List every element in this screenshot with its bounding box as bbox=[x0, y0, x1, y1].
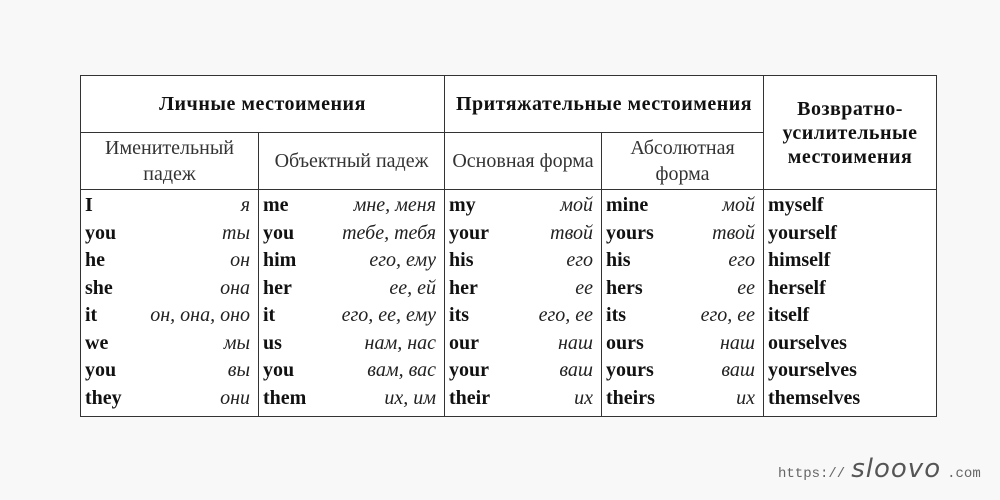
english-pronoun: his bbox=[449, 249, 474, 271]
pronoun-row bbox=[445, 220, 601, 248]
russian-translation: мы bbox=[223, 331, 250, 354]
russian-translation: тебе, тебя bbox=[342, 221, 437, 244]
header-possessive: Притяжательные местоимения bbox=[445, 76, 764, 133]
english-pronoun: theirs bbox=[606, 386, 655, 409]
column-objective bbox=[259, 190, 445, 417]
russian-translation: его bbox=[728, 249, 756, 271]
english-pronoun: her bbox=[449, 276, 478, 299]
russian-translation: он bbox=[230, 249, 250, 271]
sloovo-logo: sloovo bbox=[851, 454, 942, 484]
russian-translation: мой bbox=[560, 194, 594, 216]
pronoun-row bbox=[764, 385, 936, 413]
english-pronoun: her bbox=[263, 276, 292, 299]
pronoun-row bbox=[259, 385, 444, 413]
russian-translation: его bbox=[566, 249, 594, 271]
english-pronoun: yours bbox=[606, 359, 654, 381]
russian-translation: нам, нас bbox=[364, 331, 437, 354]
russian-translation: ваш bbox=[559, 359, 594, 381]
pronoun-row bbox=[259, 330, 444, 358]
reflexive-pronoun: itself bbox=[768, 304, 810, 326]
header-personal: Личные местоимения bbox=[81, 76, 445, 133]
pronoun-row bbox=[259, 220, 444, 248]
pronoun-row bbox=[81, 330, 258, 358]
english-pronoun: ours bbox=[606, 331, 644, 354]
pronoun-row bbox=[81, 247, 258, 275]
russian-translation: она bbox=[220, 276, 250, 299]
russian-translation: он, она, оно bbox=[150, 304, 250, 326]
russian-translation: их, им bbox=[384, 386, 437, 409]
reflexive-pronoun: yourself bbox=[768, 221, 837, 244]
english-pronoun: our bbox=[449, 331, 480, 354]
english-pronoun: him bbox=[263, 249, 297, 271]
russian-translation: его, ему bbox=[369, 249, 437, 271]
reflexive-pronoun: ourselves bbox=[768, 331, 847, 354]
english-pronoun: its bbox=[606, 304, 627, 326]
pronoun-row bbox=[259, 302, 444, 330]
reflexive-pronoun: yourselves bbox=[768, 359, 857, 381]
english-pronoun: I bbox=[85, 194, 93, 216]
english-pronoun: you bbox=[263, 359, 295, 381]
english-pronoun: your bbox=[449, 359, 490, 381]
english-pronoun: it bbox=[263, 304, 276, 326]
russian-translation: наш bbox=[557, 331, 594, 354]
reflexive-pronoun: myself bbox=[768, 194, 824, 216]
pronoun-row bbox=[602, 330, 763, 358]
site-watermark bbox=[778, 454, 981, 484]
pronoun-row bbox=[764, 192, 936, 220]
russian-translation: их bbox=[574, 386, 594, 409]
pronoun-row bbox=[602, 302, 763, 330]
english-pronoun: she bbox=[85, 276, 113, 299]
pronoun-row bbox=[764, 330, 936, 358]
pronoun-row bbox=[445, 385, 601, 413]
russian-translation: их bbox=[736, 386, 756, 409]
pronoun-row bbox=[81, 275, 258, 303]
russian-translation: его, ее bbox=[700, 304, 756, 326]
english-pronoun: he bbox=[85, 249, 105, 271]
pronoun-row bbox=[764, 247, 936, 275]
pronouns-table bbox=[80, 75, 937, 417]
header-reflexive: Возвратно-усилительные местоимения bbox=[764, 76, 937, 190]
reflexive-pronoun: himself bbox=[768, 249, 831, 271]
column-nominative bbox=[81, 190, 259, 417]
pronoun-row bbox=[259, 357, 444, 385]
russian-translation: твой bbox=[550, 221, 594, 244]
english-pronoun: it bbox=[85, 304, 98, 326]
english-pronoun: his bbox=[606, 249, 631, 271]
pronoun-row bbox=[764, 220, 936, 248]
russian-translation: его, ее bbox=[538, 304, 594, 326]
pronoun-row bbox=[445, 192, 601, 220]
pronoun-row bbox=[764, 302, 936, 330]
english-pronoun: we bbox=[85, 331, 109, 354]
english-pronoun: yours bbox=[606, 221, 654, 244]
reflexive-pronoun: themselves bbox=[768, 386, 861, 409]
russian-translation: ее bbox=[737, 276, 756, 299]
russian-translation: я bbox=[240, 194, 250, 216]
column-reflexive bbox=[764, 190, 937, 417]
russian-translation: они bbox=[220, 386, 250, 409]
english-pronoun: me bbox=[263, 194, 289, 216]
russian-translation: вам, вас bbox=[367, 359, 437, 381]
watermark-suffix: .com bbox=[947, 466, 981, 482]
english-pronoun: us bbox=[263, 331, 282, 354]
russian-translation: ее bbox=[575, 276, 594, 299]
english-pronoun: your bbox=[449, 221, 490, 244]
pronoun-row bbox=[81, 192, 258, 220]
russian-translation: его, ее, ему bbox=[341, 304, 437, 326]
pronoun-row bbox=[81, 385, 258, 413]
pronoun-row bbox=[445, 330, 601, 358]
english-pronoun: hers bbox=[606, 276, 643, 299]
english-pronoun: mine bbox=[606, 194, 649, 216]
subheader-absolute-form: Абсолютная форма bbox=[602, 133, 764, 190]
pronoun-row bbox=[81, 302, 258, 330]
column-basic-form bbox=[445, 190, 602, 417]
subheader-objective: Объектный падеж bbox=[259, 133, 445, 190]
russian-translation: мой bbox=[722, 194, 756, 216]
english-pronoun: you bbox=[85, 359, 117, 381]
pronoun-row bbox=[602, 247, 763, 275]
russian-translation: наш bbox=[719, 331, 756, 354]
english-pronoun: them bbox=[263, 386, 307, 409]
pronoun-row bbox=[602, 357, 763, 385]
russian-translation: мне, меня bbox=[353, 194, 437, 216]
pronoun-row bbox=[602, 220, 763, 248]
russian-translation: ваш bbox=[721, 359, 756, 381]
russian-translation: вы bbox=[227, 359, 250, 381]
pronoun-row bbox=[81, 220, 258, 248]
subheader-nominative: Именительный падеж bbox=[81, 133, 259, 190]
subheader-basic-form: Основная форма bbox=[445, 133, 602, 190]
english-pronoun: you bbox=[85, 221, 117, 244]
pronoun-row bbox=[445, 275, 601, 303]
russian-translation: ее, ей bbox=[389, 276, 437, 299]
pronoun-row bbox=[81, 357, 258, 385]
pronoun-row bbox=[259, 192, 444, 220]
watermark-prefix: https:// bbox=[778, 466, 846, 482]
english-pronoun: they bbox=[85, 386, 122, 409]
english-pronoun: its bbox=[449, 304, 470, 326]
russian-translation: ты bbox=[222, 221, 250, 244]
pronoun-row bbox=[764, 275, 936, 303]
russian-translation: твой bbox=[712, 221, 756, 244]
pronoun-row bbox=[602, 385, 763, 413]
pronoun-row bbox=[445, 357, 601, 385]
pronoun-row bbox=[445, 247, 601, 275]
reflexive-pronoun: herself bbox=[768, 276, 826, 299]
pronoun-row bbox=[602, 275, 763, 303]
pronoun-row bbox=[602, 192, 763, 220]
pronoun-row bbox=[764, 357, 936, 385]
english-pronoun: my bbox=[449, 194, 476, 216]
pronoun-row bbox=[445, 302, 601, 330]
pronoun-row bbox=[259, 275, 444, 303]
english-pronoun: you bbox=[263, 221, 295, 244]
pronoun-row bbox=[259, 247, 444, 275]
english-pronoun: their bbox=[449, 386, 491, 409]
column-absolute-form bbox=[602, 190, 764, 417]
